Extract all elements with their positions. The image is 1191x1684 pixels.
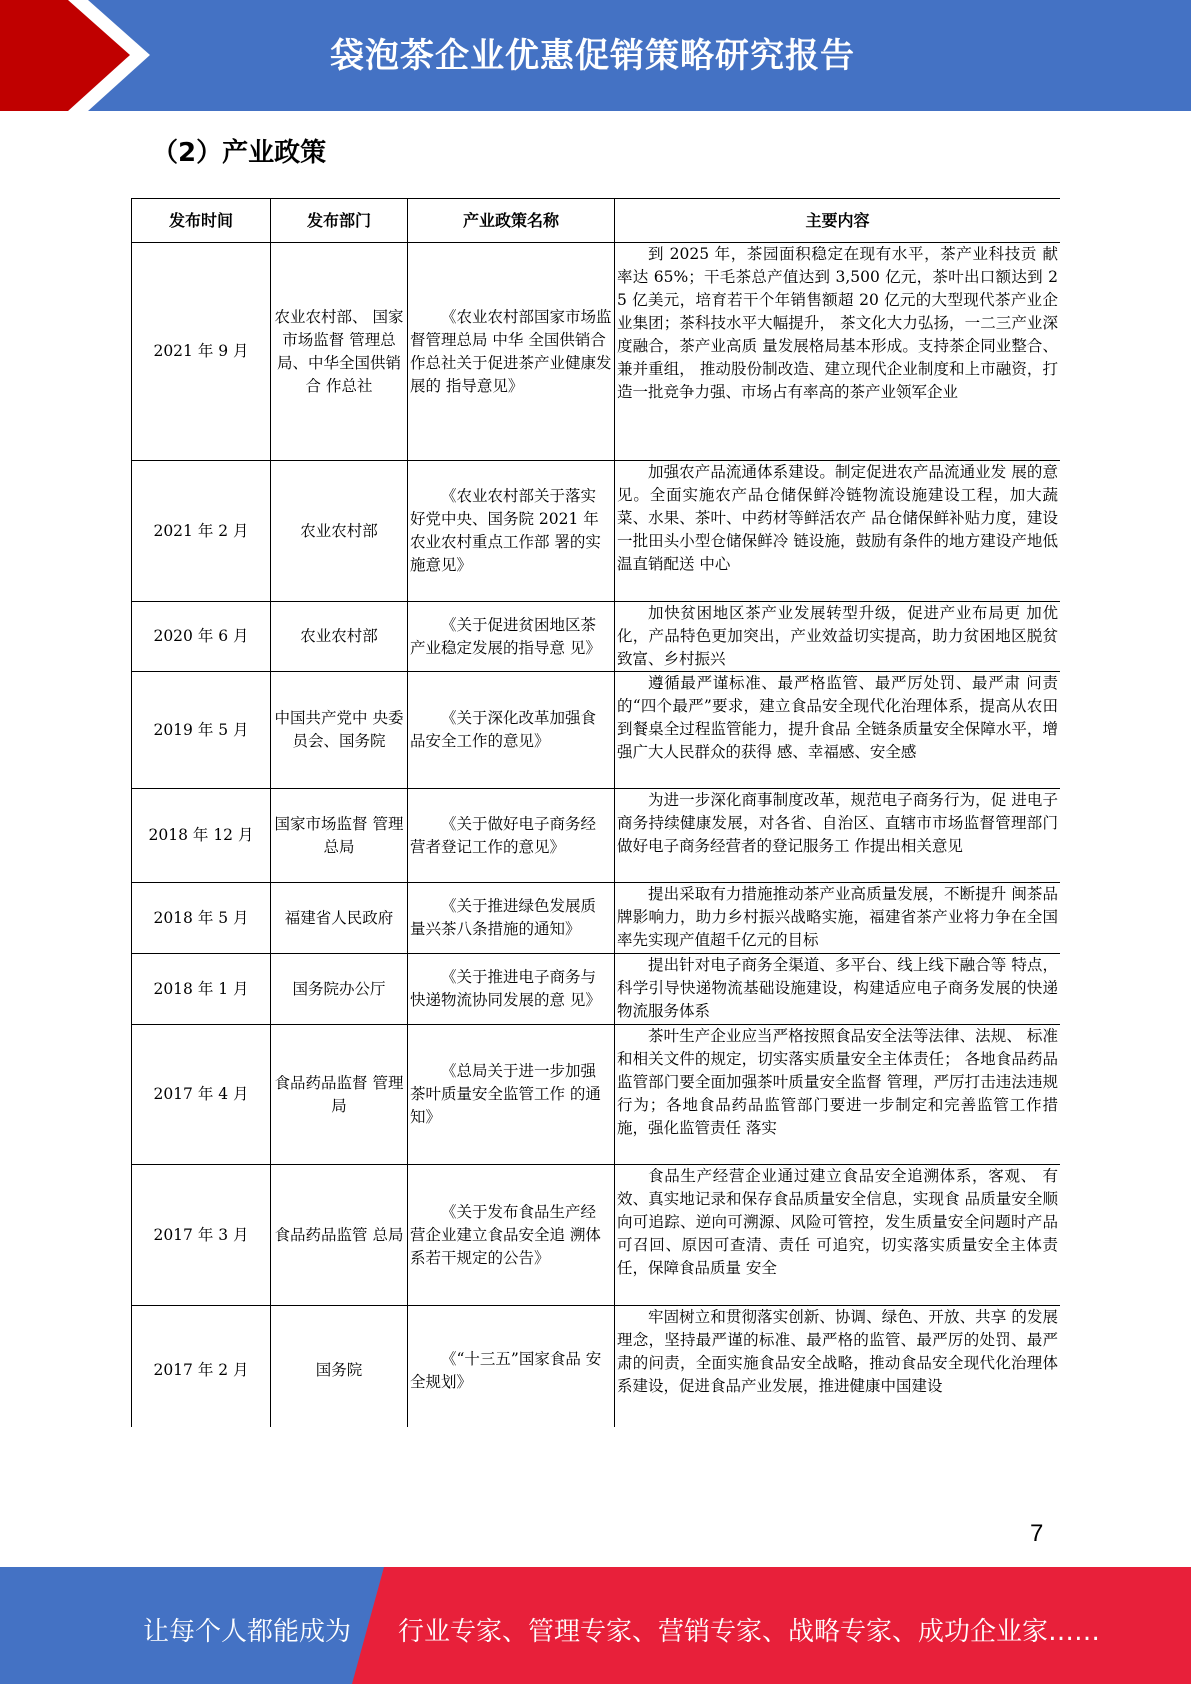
cell-policy-name: 《关于促进贫困地区茶 产业稳定发展的指导意 见》 <box>408 602 615 672</box>
cell-date: 2017 年 4 月 <box>132 1025 271 1165</box>
table-row <box>132 954 1061 1025</box>
cell-content: 遵循最严谨标准、最严格监管、最严厉处罚、最严肃 问责的“四个最严”要求，建立食品安全现代化治理体系，提高从农田到餐桌全过程监管能力，提升食品 全链条质量安全保障水平，增强广大人民群众的获得 感、幸福感、安全感 <box>615 672 1061 789</box>
cell-date: 2019 年 5 月 <box>132 672 271 789</box>
cell-date: 2017 年 3 月 <box>132 1165 271 1306</box>
table-row <box>132 1165 1061 1306</box>
header-dept: 发布部门 <box>271 199 408 243</box>
cell-date: 2021 年 2 月 <box>132 461 271 602</box>
footer-slogan-right: 行业专家、管理专家、营销专家、战略专家、成功企业家…… <box>398 1617 1101 1647</box>
cell-policy-name: 《“十三五”国家食品 安全规划》 <box>408 1306 615 1428</box>
cell-dept: 国家市场监督 管理总局 <box>271 789 408 883</box>
table-row <box>132 461 1061 602</box>
table-row <box>132 883 1061 954</box>
cell-policy-name: 《关于做好电子商务经 营者登记工作的意见》 <box>408 789 615 883</box>
cell-dept: 农业农村部 <box>271 602 408 672</box>
cell-dept: 食品药品监督 管理局 <box>271 1025 408 1165</box>
table-row <box>132 1025 1061 1165</box>
page-number: 7 <box>1030 1520 1044 1547</box>
cell-dept: 农业农村部、 国家市场监督 管理总局、中华全国供销合 作总社 <box>271 243 408 461</box>
table-row <box>132 672 1061 789</box>
cell-date: 2020 年 6 月 <box>132 602 271 672</box>
cell-date: 2018 年 12 月 <box>132 789 271 883</box>
table-row <box>132 602 1061 672</box>
cell-date: 2021 年 9 月 <box>132 243 271 461</box>
cell-content: 提出针对电子商务全渠道、多平台、线上线下融合等 特点，科学引导快递物流基础设施建设，构建适应电子商务发展的快递物流服务体系 <box>615 954 1061 1025</box>
cell-dept: 国务院 <box>271 1306 408 1428</box>
cell-content: 牢固树立和贯彻落实创新、协调、绿色、开放、共享 的发展理念，坚持最严谨的标准、最严格的监管、最严厉的处罚、最严肃的问责，全面实施食品安全战略，推动食品安全现代化治理体系建设，促进食品产业发展，推进健康中国建设 <box>615 1306 1061 1428</box>
section-title: （2）产业政策 <box>152 138 327 168</box>
policy-table <box>131 198 1060 1427</box>
cell-content: 为进一步深化商事制度改革，规范电子商务行为，促 进电子商务持续健康发展，对各省、自治区、直辖市市场监督管理部门做好电子商务经营者的登记服务工 作提出相关意见 <box>615 789 1061 883</box>
cell-policy-name: 《关于发布食品生产经 营企业建立食品安全追 溯体系若干规定的公告》 <box>408 1165 615 1306</box>
table-row <box>132 789 1061 883</box>
page-header <box>0 0 1191 111</box>
cell-policy-name: 《农业农村部国家市场监督管理总局 中华 全国供销合作总社关于促进茶产业健康发展的 指导意见》 <box>408 243 615 461</box>
cell-content: 到 2025 年，茶园面积稳定在现有水平，茶产业科技贡 献率达 65%；干毛茶总产值达到 3,500 亿元，茶叶出口额达到 25 亿美元，培育若干个年销售额超 20 亿元的大型现代茶产业企业集团；茶科技水平大幅提升， 茶文化大力弘扬，一二三产业深度融合，茶产业高质 量发展格局基本形成。支持茶企同业整合、兼并重组， 推动股份制改造、建立现代企业制度和上市融资，打 造一批竞争力强、市场占有率高的茶产业领军企业 <box>615 243 1061 461</box>
cell-dept: 福建省人民政府 <box>271 883 408 954</box>
cell-content: 加强农产品流通体系建设。制定促进农产品流通业发 展的意见。全面实施农产品仓储保鲜冷链物流设施建设工程，加大蔬菜、水果、茶叶、中药材等鲜活农产 品仓储保鲜补贴力度，建设一批田头小型仓储保鲜冷 链设施，鼓励有条件的地方建设产地低温直销配送 中心 <box>615 461 1061 602</box>
footer-slogan-left: 让每个人都能成为 <box>143 1617 352 1647</box>
header-date: 发布时间 <box>132 199 271 243</box>
cell-dept: 农业农村部 <box>271 461 408 602</box>
table-row <box>132 1306 1061 1428</box>
cell-content: 提出采取有力措施推动茶产业高质量发展，不断提升 闽茶品牌影响力，助力乡村振兴战略实施，福建省茶产业将力争在全国率先实现产值超千亿元的目标 <box>615 883 1061 954</box>
cell-dept: 中国共产党中 央委员会、国务院 <box>271 672 408 789</box>
policy-table-container <box>131 198 1060 1427</box>
cell-policy-name: 《关于推进绿色发展质 量兴茶八条措施的通知》 <box>408 883 615 954</box>
cell-policy-name: 《关于深化改革加强食 品安全工作的意见》 <box>408 672 615 789</box>
cell-date: 2017 年 2 月 <box>132 1306 271 1428</box>
cell-policy-name: 《农业农村部关于落实 好党中央、国务院 2021 年农业农村重点工作部 署的实施意见》 <box>408 461 615 602</box>
cell-content: 加快贫困地区茶产业发展转型升级，促进产业布局更 加优化，产品特色更加突出，产业效益切实提高，助力贫困地区脱贫致富、乡村振兴 <box>615 602 1061 672</box>
cell-dept: 国务院办公厅 <box>271 954 408 1025</box>
cell-content: 食品生产经营企业通过建立食品安全追溯体系，客观、 有效、真实地记录和保存食品质量安全信息，实现食 品质量安全顺向可追踪、逆向可溯源、风险可管控，发生质量安全问题时产品可召回、原因可查清、责任 可追究，切实落实质量安全主体责任，保障食品质量 安全 <box>615 1165 1061 1306</box>
cell-policy-name: 《总局关于进一步加强 茶叶质量安全监管工作 的通知》 <box>408 1025 615 1165</box>
report-title: 袋泡茶企业优惠促销策略研究报告 <box>330 36 855 76</box>
cell-content: 茶叶生产企业应当严格按照食品安全法等法律、法规、 标准和相关文件的规定，切实落实质量安全主体责任； 各地食品药品监管部门要全面加强茶叶质量安全监督 管理，严厉打击违法违规行为；各地食品药品监管部门要进一步制定和完善监管工作措施，强化监管责任 落实 <box>615 1025 1061 1165</box>
cell-policy-name: 《关于推进电子商务与 快递物流协同发展的意 见》 <box>408 954 615 1025</box>
cell-dept: 食品药品监管 总局 <box>271 1165 408 1306</box>
header-policy-name: 产业政策名称 <box>408 199 615 243</box>
table-row <box>132 243 1061 461</box>
page-footer <box>0 1567 1191 1684</box>
cell-date: 2018 年 5 月 <box>132 883 271 954</box>
table-header-row <box>132 199 1061 243</box>
header-content: 主要内容 <box>615 199 1061 243</box>
cell-date: 2018 年 1 月 <box>132 954 271 1025</box>
